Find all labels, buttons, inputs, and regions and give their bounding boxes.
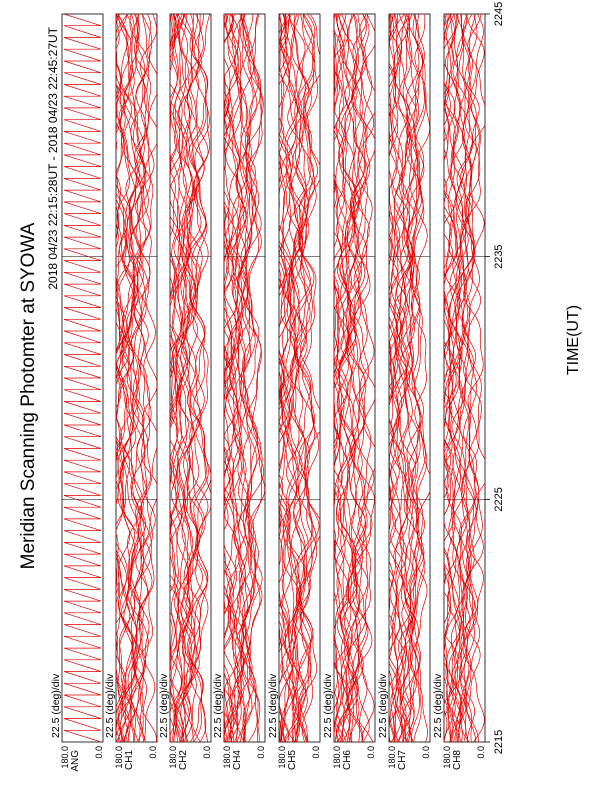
- y-tick-label: 0.0: [421, 746, 431, 759]
- panel-name: CH5: [287, 750, 298, 771]
- y-tick-label: 180.0: [387, 746, 397, 769]
- panel-ch2: [156, 14, 212, 770]
- chart-subtitle: 2018 04/23 22:15:28UT - 2018 04/23 22:45:27UT: [46, 27, 60, 290]
- x-tick-label: 2245: [493, 1, 505, 27]
- series-line: [162, 14, 181, 742]
- series-line: [266, 14, 286, 742]
- panel-scale-label: 22.5 (deg)/div: [212, 673, 224, 738]
- y-tick-label: 180.0: [222, 746, 232, 769]
- y-tick-label: 180.0: [332, 746, 342, 769]
- panel-scale-label: 22.5 (deg)/div: [432, 673, 444, 738]
- panel-name: CH2: [178, 750, 189, 771]
- panel-name: CH6: [342, 750, 353, 771]
- series-line: [324, 14, 347, 742]
- panel-ch4: [208, 14, 266, 770]
- series-group: [320, 14, 377, 742]
- series-line: [137, 14, 153, 742]
- y-tick-label: 180.0: [442, 746, 452, 769]
- panel-scale-label: 22.5 (deg)/div: [267, 673, 279, 738]
- y-tick-label: 180.0: [60, 746, 70, 769]
- panel-name: CH4: [232, 750, 243, 771]
- panel-name: CH7: [397, 750, 408, 771]
- y-tick-label: 180.0: [277, 746, 287, 769]
- x-tick-label: 2215: [493, 729, 505, 755]
- y-tick-label: 0.0: [202, 746, 212, 759]
- x-axis-label: TIME(UT): [565, 304, 582, 376]
- y-tick-label: 0.0: [256, 746, 266, 759]
- y-tick-label: 0.0: [94, 746, 104, 759]
- panel-scale-label: 22.5 (deg)/div: [104, 673, 116, 738]
- panel-ch8: [429, 14, 489, 770]
- panel-scale-label: 22.5 (deg)/div: [50, 673, 62, 738]
- y-tick-label: 0.0: [476, 746, 486, 759]
- chart-title: Meridian Scanning Photomter at SYOWA: [18, 222, 39, 570]
- panel-ch7: [375, 14, 431, 770]
- panel-scale-label: 22.5 (deg)/div: [377, 673, 389, 738]
- series-line: [432, 14, 453, 742]
- angle-trace: [64, 14, 101, 742]
- y-tick-label: 180.0: [168, 746, 178, 769]
- series-line: [410, 14, 432, 742]
- y-tick-label: 0.0: [311, 746, 321, 759]
- panel-name: ANG: [70, 750, 81, 772]
- x-tick-label: 2235: [493, 244, 505, 269]
- panel-scale-label: 22.5 (deg)/div: [322, 673, 334, 738]
- series-group: [266, 14, 324, 742]
- series-group: [429, 14, 489, 742]
- panel-ch1: [101, 14, 159, 770]
- series-group: [375, 14, 431, 742]
- y-tick-label: 0.0: [366, 746, 376, 759]
- y-tick-label: 0.0: [148, 746, 158, 759]
- series-group: [101, 14, 159, 742]
- y-tick-label: 180.0: [114, 746, 124, 769]
- panel-name: CH1: [124, 750, 135, 771]
- series-line: [235, 14, 256, 742]
- series-line: [101, 14, 121, 742]
- panel-ch5: [266, 14, 324, 770]
- x-tick-label: 2225: [493, 487, 505, 512]
- series-line: [160, 14, 176, 742]
- series-group: [64, 14, 101, 742]
- series-group: [156, 14, 212, 742]
- panel-ch6: [320, 14, 377, 770]
- series-group: [208, 14, 264, 742]
- panel-name: CH8: [452, 750, 463, 771]
- panel-scale-label: 22.5 (deg)/div: [158, 673, 170, 738]
